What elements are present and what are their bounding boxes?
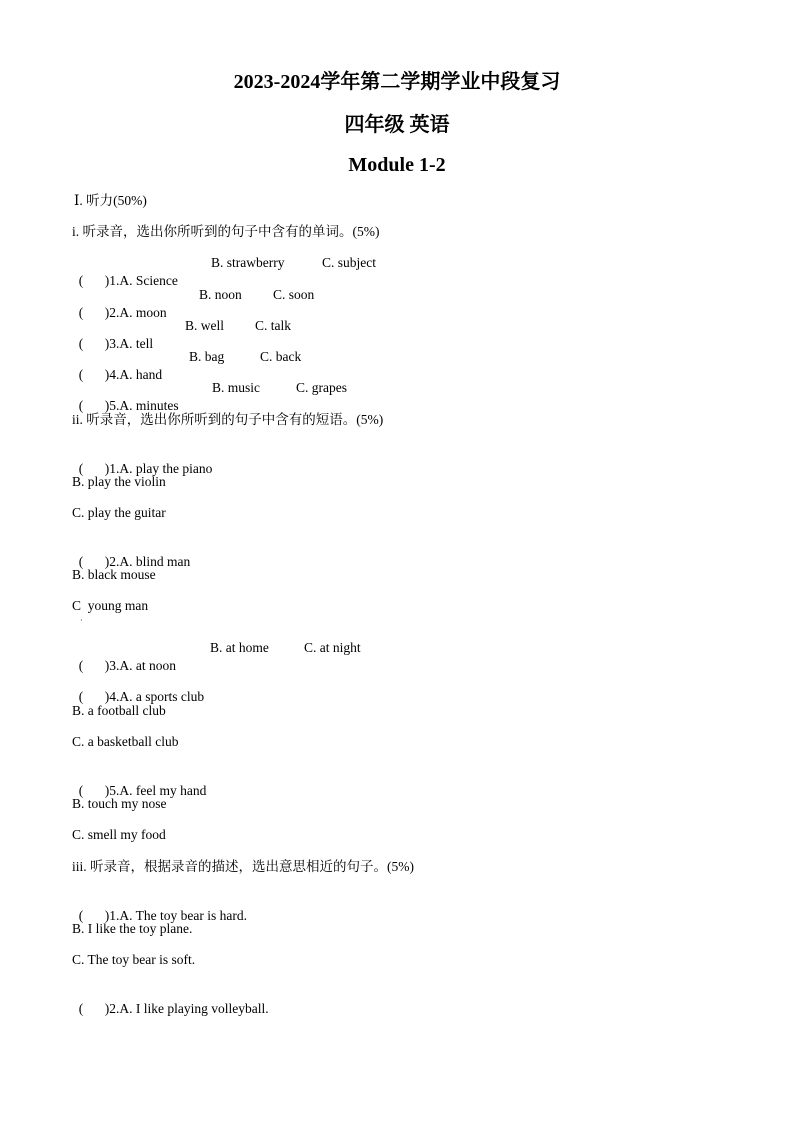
- option-c: C. subject: [322, 255, 376, 270]
- answer-blank-close: ): [104, 658, 110, 673]
- part-iii-question-1-option-c: C. The toy bear is soft.: [72, 952, 196, 967]
- question-number: 2.: [109, 305, 120, 320]
- answer-blank-open: (: [78, 367, 84, 382]
- answer-blank-open: (: [78, 273, 84, 288]
- option-a: A. blind man: [119, 554, 191, 569]
- option-b: B. music: [212, 380, 261, 395]
- answer-blank-open: (: [78, 398, 84, 413]
- answer-blank-close: ): [104, 689, 110, 704]
- question-number: 5.: [109, 783, 120, 798]
- option-b: B. well: [185, 318, 224, 333]
- question-number: 1.: [109, 273, 120, 288]
- answer-blank-open: (: [78, 1001, 84, 1016]
- part-ii-question-1-option-b: B. play the violin: [72, 474, 166, 489]
- option-c: C. talk: [255, 318, 291, 333]
- part-ii-question-4: [72, 670, 204, 706]
- answer-blank-open: (: [78, 461, 84, 476]
- answer-blank-close: ): [104, 554, 110, 569]
- option-a: A. The toy bear is hard.: [119, 908, 247, 923]
- option-b: B. bag: [189, 349, 225, 364]
- question-number: 3.: [109, 336, 120, 351]
- answer-blank-close: ): [104, 305, 110, 320]
- part-iii-instruction: iii. 听录音，根据录音的描述，选出意思相近的句子。(5%): [72, 859, 414, 874]
- answer-blank-close: ): [104, 367, 110, 382]
- part-iii-question-1-option-b: B. I like the toy plane.: [72, 921, 193, 936]
- question-number: 5.: [109, 398, 120, 413]
- option-a: A. Science: [119, 273, 178, 288]
- answer-blank-close: ): [104, 336, 110, 351]
- answer-blank-open: (: [78, 689, 84, 704]
- option-c: C. at night: [304, 640, 361, 655]
- part-ii-question-4-option-c: C. a basketball club: [72, 734, 179, 749]
- option-a: A. I like playing volleyball.: [119, 1001, 269, 1016]
- answer-blank-close: ): [104, 398, 110, 413]
- answer-blank-open: (: [78, 908, 84, 923]
- option-a: A. moon: [119, 305, 167, 320]
- question-number: 2.: [109, 554, 120, 569]
- option-a: A. minutes: [119, 398, 179, 413]
- module-title: Module 1-2: [348, 154, 446, 176]
- question-number: 3.: [109, 658, 120, 673]
- option-b: B. strawberry: [211, 255, 285, 270]
- section-heading-listening: Ⅰ. 听力(50%): [74, 193, 147, 208]
- part-ii-question-5-option-c: C. smell my food: [72, 827, 166, 842]
- question-number: 1.: [109, 908, 120, 923]
- question-number: 4.: [109, 689, 120, 704]
- option-c: C. soon: [273, 287, 315, 302]
- answer-blank-close: ): [104, 461, 110, 476]
- option-a: A. at noon: [119, 658, 176, 673]
- option-a: A. tell: [119, 336, 154, 351]
- option-a: A. feel my hand: [119, 783, 207, 798]
- part-ii-question-2-option-c: C young man: [72, 598, 149, 613]
- option-b: B. noon: [199, 287, 242, 302]
- part-ii-instruction: ii. 听录音，选出你所听到的句子中含有的短语。(5%): [72, 412, 384, 427]
- answer-blank-close: ): [104, 273, 110, 288]
- option-c: C. grapes: [296, 380, 347, 395]
- part-ii-question-1-option-c: C. play the guitar: [72, 505, 166, 520]
- option-a: A. play the piano: [119, 461, 213, 476]
- answer-blank-close: ): [104, 908, 110, 923]
- answer-blank-close: ): [104, 783, 110, 798]
- answer-blank-close: ): [104, 1001, 110, 1016]
- option-c: C. back: [260, 349, 302, 364]
- option-a: A. a sports club: [119, 689, 205, 704]
- part-iii-question-2: [72, 982, 269, 1018]
- answer-blank-open: (: [78, 336, 84, 351]
- document-title: 2023-2024学年第二学期学业中段复习: [233, 71, 561, 93]
- option-a: A. hand: [119, 367, 163, 382]
- part-ii-question-2-option-b: B. black mouse: [72, 567, 156, 582]
- question-number: 2.: [109, 1001, 120, 1016]
- part-i-instruction: i. 听录音，选出你所听到的句子中含有的单词。(5%): [72, 224, 380, 239]
- answer-blank-open: (: [78, 305, 84, 320]
- answer-blank-open: (: [78, 783, 84, 798]
- grade-subject-title: 四年级 英语: [344, 114, 450, 136]
- question-number: 1.: [109, 461, 120, 476]
- part-ii-question-5-option-b: B. touch my nose: [72, 796, 167, 811]
- answer-blank-open: (: [78, 658, 84, 673]
- part-ii-question-4-option-b: B. a football club: [72, 703, 166, 718]
- answer-blank-open: (: [78, 554, 84, 569]
- question-number: 4.: [109, 367, 120, 382]
- option-b: B. at home: [210, 640, 269, 655]
- stray-dot-mark: ·: [80, 616, 83, 625]
